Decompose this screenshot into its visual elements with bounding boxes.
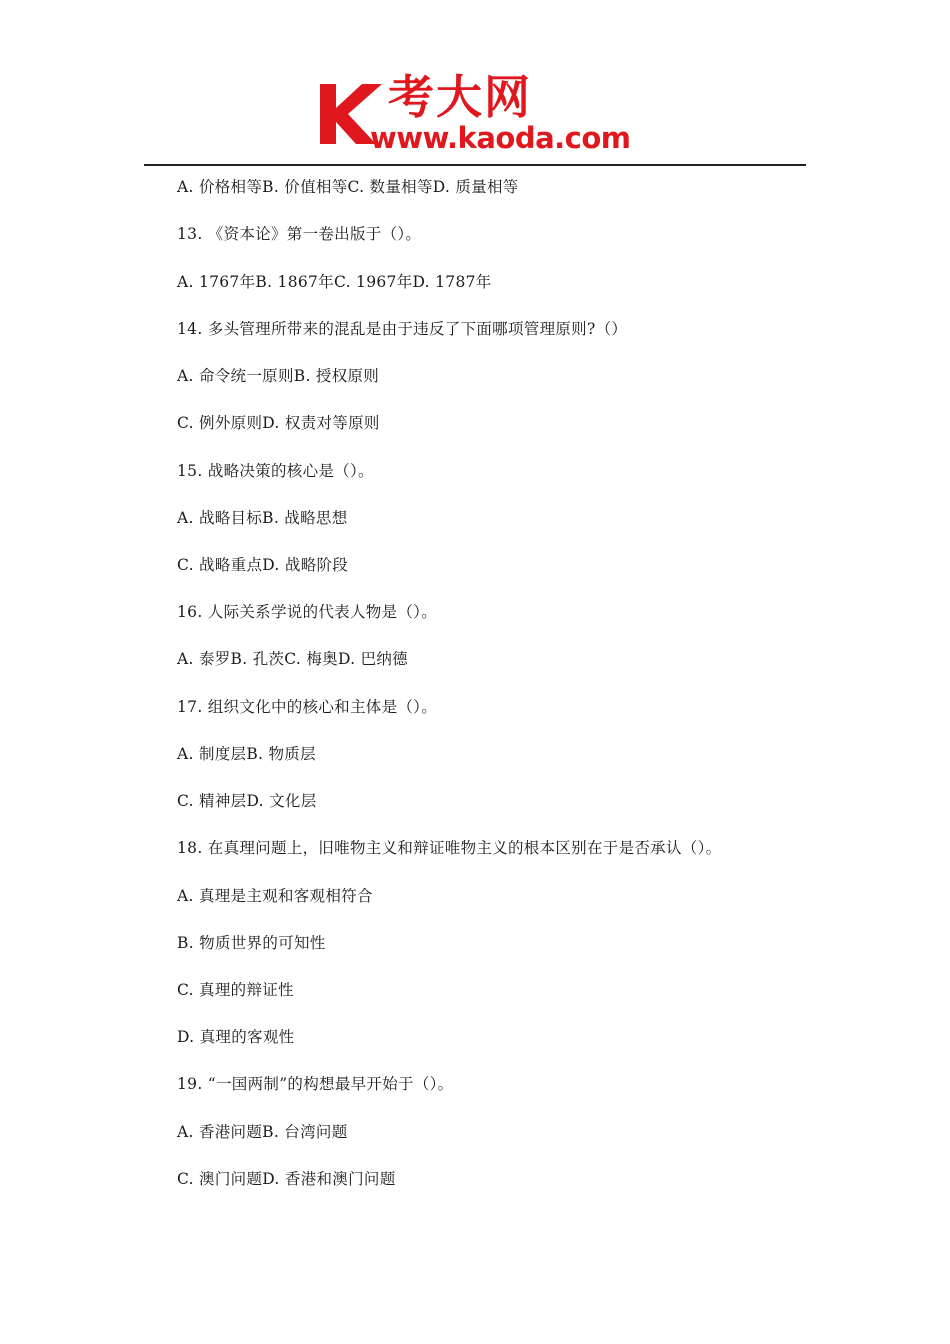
logo-url: www.kaoda.com [370, 121, 631, 155]
question-14-options-ab: A. 命令统一原则B. 授权原则 [177, 367, 380, 385]
question-14-text: 14. 多头管理所带来的混乱是由于违反了下面哪项管理原则?（） [177, 320, 628, 338]
question-18-option-a: A. 真理是主观和客观相符合 [177, 887, 373, 905]
page-header [0, 0, 950, 170]
question-17-options-cd: C. 精神层D. 文化层 [177, 792, 317, 810]
question-16-options: A. 泰罗B. 孔茨C. 梅奥D. 巴纳德 [177, 650, 408, 668]
question-15-options-ab: A. 战略目标B. 战略思想 [177, 509, 348, 527]
question-15-options-cd: C. 战略重点D. 战略阶段 [177, 556, 349, 574]
question-12-options: A. 价格相等B. 价值相等C. 数量相等D. 质量相等 [177, 178, 519, 196]
question-17-options-ab: A. 制度层B. 物质层 [177, 745, 316, 763]
question-18-option-c: C. 真理的辩证性 [177, 981, 294, 999]
question-19-text: 19. “一国两制”的构想最早开始于（）。 [177, 1075, 454, 1093]
question-16-text: 16. 人际关系学说的代表人物是（）。 [177, 603, 438, 621]
question-19-options-ab: A. 香港问题B. 台湾问题 [177, 1123, 348, 1141]
question-18-option-b: B. 物质世界的可知性 [177, 934, 326, 952]
question-15-text: 15. 战略决策的核心是（）。 [177, 462, 374, 480]
question-14-options-cd: C. 例外原则D. 权责对等原则 [177, 414, 380, 432]
question-13-text: 13. 《资本论》第一卷出版于（）。 [177, 225, 422, 243]
question-18-option-d: D. 真理的客观性 [177, 1028, 295, 1046]
question-13-options: A. 1767年B. 1867年C. 1967年D. 1787年 [177, 273, 492, 291]
question-19-options-cd: C. 澳门问题D. 香港和澳门问题 [177, 1170, 396, 1188]
logo-brand-name: 考大网 [388, 70, 532, 124]
question-17-text: 17. 组织文化中的核心和主体是（）。 [177, 698, 438, 716]
question-18-text: 18. 在真理问题上，旧唯物主义和辩证唯物主义的根本区别在于是否承认（）。 [177, 839, 722, 857]
header-divider [144, 164, 806, 166]
